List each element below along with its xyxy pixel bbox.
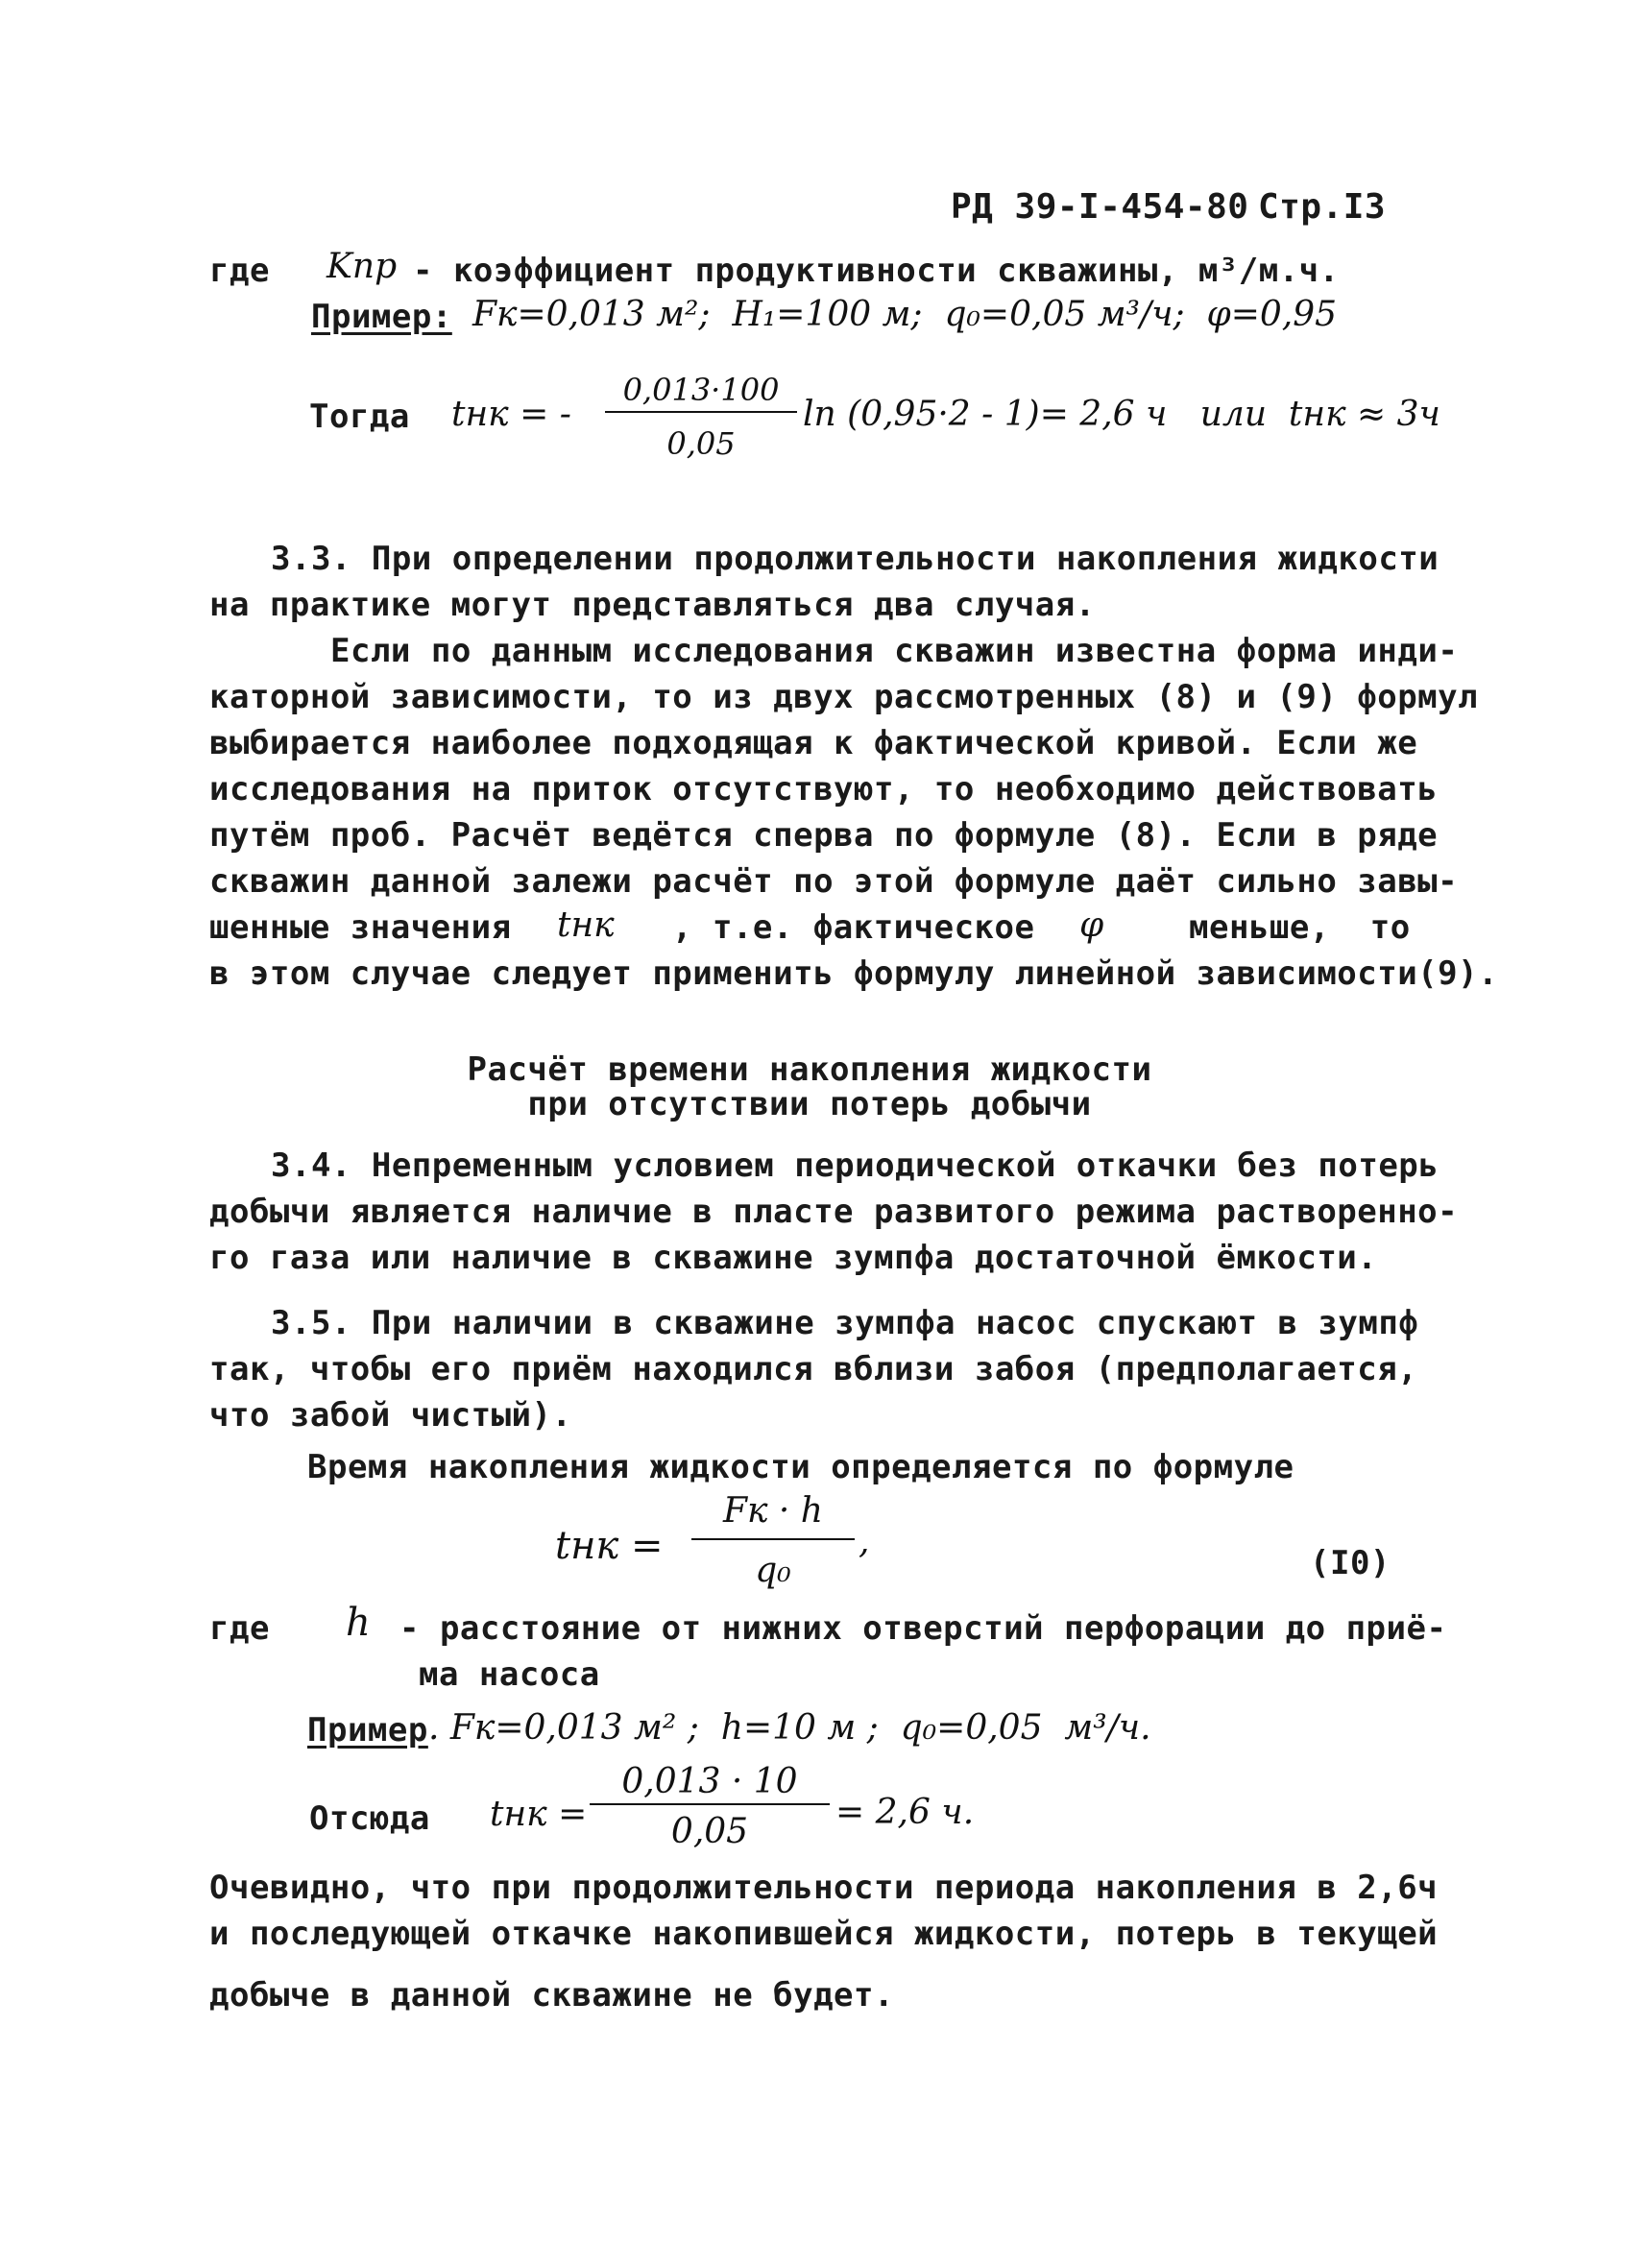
fraction-bar <box>605 411 797 413</box>
para-3-5-line: Время накопления жидкости определяется по формуле <box>307 1448 1294 1486</box>
para-3-3-line: выбирается наиболее подходящая к фактической кривой. Если же <box>209 724 1418 762</box>
para-3-3-line: в этом случае следует применить формулу линейной зависимости(9). <box>209 954 1499 993</box>
then-result: ln (0,95·2 - 1)= 2,6 ч или tнк ≈ 3ч <box>803 395 1440 434</box>
document-id: РД 39-I-454-80 <box>951 187 1249 227</box>
formula10-lhs: tнк = <box>555 1524 664 1568</box>
para-3-3-line: меньше, то <box>1189 908 1411 947</box>
example-values: Fк=0,013 м²; H₁=100 м; q₀=0,05 м³/ч; φ=0,95 <box>472 295 1338 334</box>
para-3-5-line: что забой чистый). <box>209 1396 572 1435</box>
para-3-4-line: 3.4. Непременным условием периодической откачки без потерь <box>271 1146 1439 1185</box>
para-3-3-line: скважин данной залежи расчёт по этой формуле даёт сильно завы- <box>209 862 1459 901</box>
para-3-3-line: исследования на приток отсутствуют, то необходимо действовать <box>209 770 1439 808</box>
then-denominator: 0,05 <box>666 425 736 462</box>
where-label: где <box>209 252 270 290</box>
conclusion-line: Очевидно, что при продолжительности периода накопления в 2,6ч <box>209 1869 1439 1907</box>
fraction-bar <box>590 1803 830 1805</box>
h-definition: - расстояние от нижних отверстий перфорации до приё- <box>399 1609 1447 1648</box>
then-lhs: tнк = - <box>451 395 571 434</box>
para-3-4-line: добычи является наличие в пласте развитого режима растворенно- <box>209 1193 1459 1231</box>
kpr-definition: - коэффициент продуктивности скважины, м³/м.ч. <box>413 252 1340 290</box>
para-3-3-line: каторной зависимости, то из двух рассмотренных (8) и (9) формул <box>209 678 1479 716</box>
formula10-comma: , <box>859 1522 870 1561</box>
then-label: Тогда <box>309 398 410 436</box>
formula10-denominator: q₀ <box>755 1551 791 1590</box>
para-3-3-line: Если по данным исследования скважин известна форма инди- <box>330 632 1459 670</box>
h-definition: ма насоса <box>419 1655 600 1694</box>
hence-label: Отсюда <box>309 1799 430 1838</box>
section-title: Расчёт времени накопления жидкости <box>467 1050 1152 1089</box>
hence-numerator: 0,013 · 10 <box>621 1762 798 1801</box>
symbol-phi: φ <box>1079 905 1104 945</box>
para-3-4-line: го газа или наличие в скважине зумпфа достаточной ёмкости. <box>209 1239 1378 1277</box>
para-3-3-line: 3.3. При определении продолжительности накопления жидкости <box>271 540 1439 578</box>
where-label: где <box>209 1609 270 1648</box>
para-3-3-line: шенные значения <box>209 908 512 947</box>
formula-number: (I0) <box>1310 1544 1391 1582</box>
fraction-bar <box>691 1538 855 1540</box>
symbol-kpr: Kпр <box>327 247 398 286</box>
symbol-tnk: tнк <box>557 905 615 945</box>
conclusion-line: добыче в данной скважине не будет. <box>209 1976 894 2015</box>
conclusion-line: и последующей откачке накопившейся жидкости, потерь в текущей <box>209 1915 1439 1953</box>
para-3-5-line: так, чтобы его приём находился вблизи забоя (предполагается, <box>209 1350 1418 1388</box>
symbol-h: h <box>346 1601 371 1645</box>
section-title: при отсутствии потерь добычи <box>527 1085 1092 1123</box>
example-label: Пример: <box>311 298 452 336</box>
then-numerator: 0,013·100 <box>622 372 780 408</box>
page-number: Стр.I3 <box>1258 187 1387 227</box>
formula10-numerator: Fк · h <box>723 1491 823 1531</box>
para-3-5-line: 3.5. При наличии в скважине зумпфа насос спускают в зумпф <box>271 1304 1419 1342</box>
hence-result: = 2,6 ч. <box>835 1793 975 1832</box>
para-3-3-line: , т.е. фактическое <box>672 908 1035 947</box>
hence-denominator: 0,05 <box>670 1812 749 1851</box>
example-label: Пример <box>307 1711 428 1749</box>
example2-values: . Fк=0,013 м² ; h=10 м ; q₀=0,05 м³/ч. <box>428 1708 1151 1748</box>
para-3-3-line: путём проб. Расчёт ведётся сперва по формуле (8). Если в ряде <box>209 816 1439 855</box>
hence-lhs: tнк = <box>490 1795 588 1834</box>
para-3-3-line: на практике могут представляться два случая. <box>209 586 1096 624</box>
